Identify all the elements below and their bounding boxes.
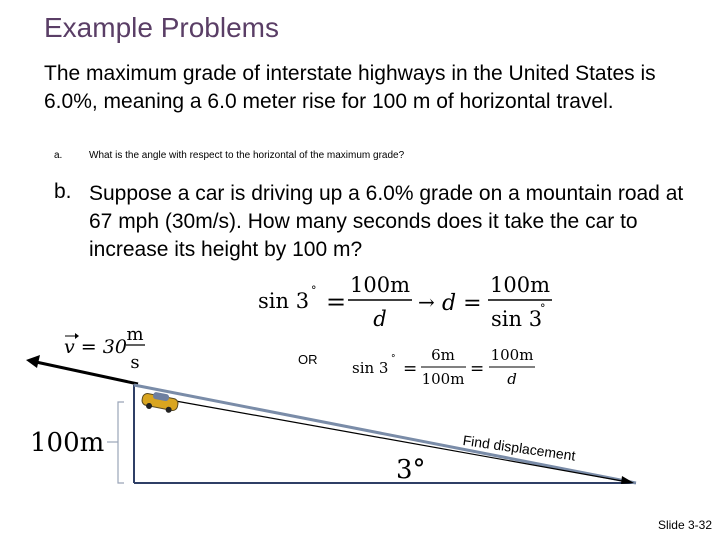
ramp-slope (134, 385, 636, 483)
eq1-numerator: 100m (350, 273, 410, 297)
velocity-denominator: s (130, 352, 140, 373)
eq1-equals: = (326, 288, 347, 316)
eq2-equals-two: = (470, 359, 485, 379)
height-bracket (118, 402, 124, 483)
eq1-degree-two: ° (540, 302, 546, 315)
eq2-denominator-two: d (507, 370, 517, 388)
eq2-degree: ° (391, 354, 396, 364)
eq1-numerator-two: 100m (490, 273, 550, 297)
velocity-arrow-line (36, 362, 138, 384)
velocity-equation (64, 324, 145, 373)
eq2-equals-one: = (403, 359, 418, 379)
eq1-denominator-two: sin 3 (491, 307, 543, 331)
velocity-arrow-head (26, 355, 40, 368)
eq1-denominator: d (373, 307, 387, 331)
equation-one (258, 273, 552, 331)
velocity-numerator: m (126, 324, 144, 345)
displacement-arrow-head (621, 476, 634, 484)
eq1-arrow: → (418, 290, 435, 314)
equation-two (352, 346, 535, 388)
item-a-text: What is the angle with respect to the horizontal of the maximum grade? (89, 150, 405, 161)
eq1-d-equals: d = (442, 291, 482, 316)
height-label: 100m (30, 428, 105, 458)
eq1-degree: ° (311, 284, 317, 297)
velocity-lhs: v = 30 (64, 336, 127, 358)
eq1-lhs: sin 3 (258, 289, 310, 313)
item-a-label: a. (54, 150, 63, 161)
eq2-lhs: sin 3 (352, 359, 389, 377)
eq2-numerator-one: 6m (431, 346, 455, 364)
or-label: OR (298, 352, 318, 367)
find-displacement-label: Find displacement (461, 432, 577, 464)
intro-text: The maximum grade of interstate highways in the United States is 6.0%, meaning a 6.0 meter rise for 100 m of horizontal travel. (44, 62, 656, 113)
slide-number: Slide 3-32 (657, 518, 712, 532)
item-b-label: b. (54, 180, 72, 203)
slide-title: Example Problems (44, 12, 279, 43)
eq2-denominator-one: 100m (421, 370, 465, 388)
item-b-text: Suppose a car is driving up a 6.0% grade on a mountain road at 67 mph (30m/s). How many seconds does it take the car to increase its height by 100 m? (89, 182, 684, 261)
angle-label: 3° (396, 455, 426, 485)
eq2-numerator-two: 100m (490, 346, 534, 364)
